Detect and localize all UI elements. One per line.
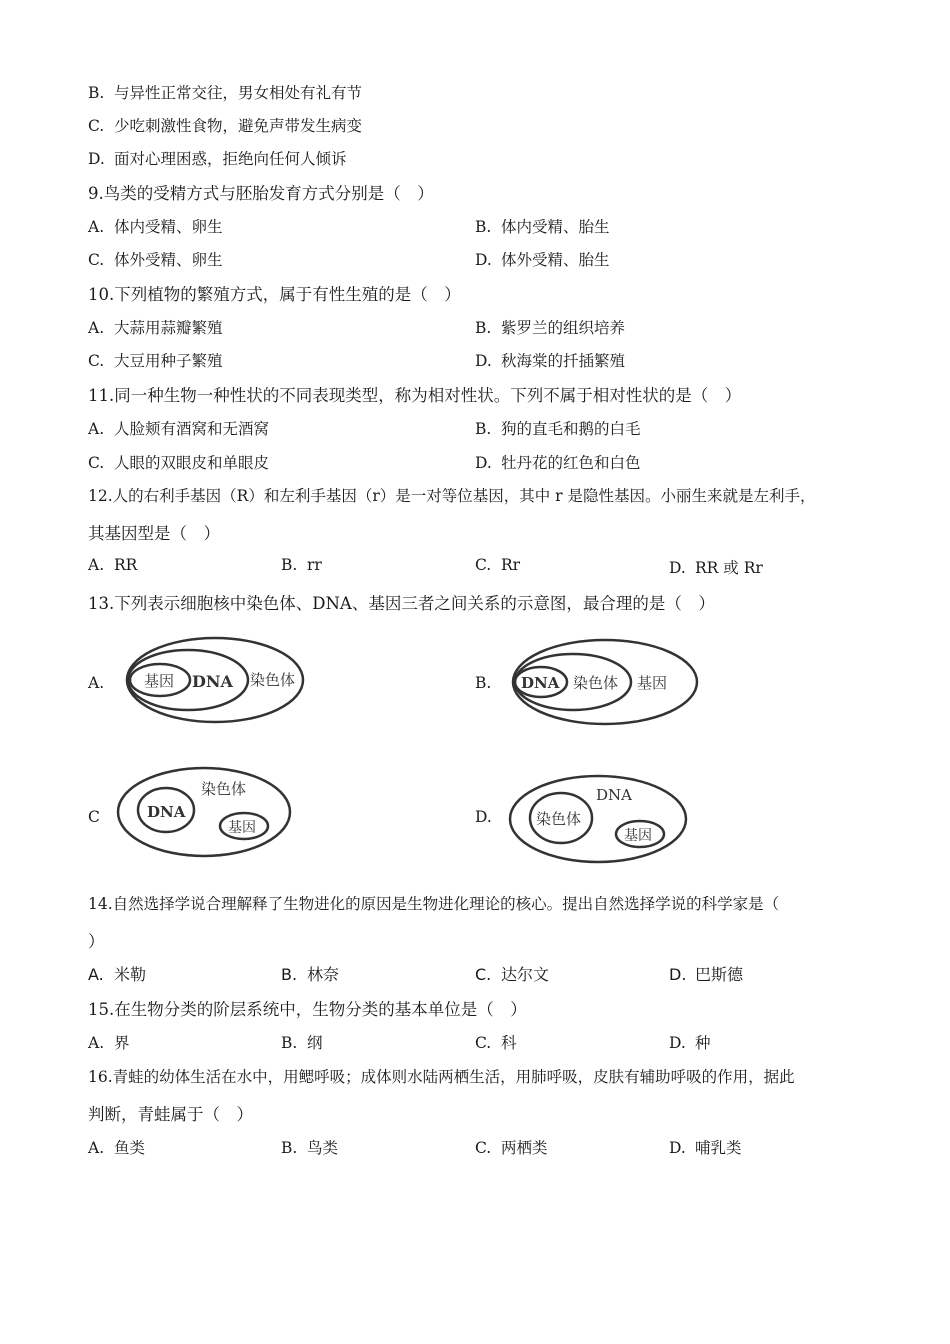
q13-option-b-diagram bbox=[505, 632, 715, 734]
gene-label: 基因 bbox=[637, 674, 668, 692]
q16-stem-line2: 判断，青蛙属于（ ） bbox=[88, 1105, 253, 1124]
q12-stem-line2: 其基因型是（ ） bbox=[88, 524, 220, 543]
q13-option-d-letter: D. bbox=[475, 808, 492, 826]
q9-stem: 9.鸟类的受精方式与胚胎发育方式分别是（ ） bbox=[88, 184, 434, 203]
q9-option-b: B. 体内受精、胎生 bbox=[475, 218, 610, 236]
q12-option-a: A. RR bbox=[88, 556, 138, 574]
q11-option-c: C. 人眼的双眼皮和单眼皮 bbox=[88, 454, 270, 472]
dna-label: DNA bbox=[596, 786, 632, 804]
q13-option-a-diagram bbox=[120, 630, 330, 735]
q11-option-b: B. 狗的直毛和鹅的白毛 bbox=[475, 420, 641, 438]
q12-option-c: C. Rr bbox=[475, 556, 521, 574]
q16-option-d: D. 哺乳类 bbox=[669, 1139, 742, 1157]
q14-stem-line2: ） bbox=[88, 932, 105, 951]
q10-option-d: D. 秋海棠的扦插繁殖 bbox=[475, 352, 626, 370]
q16-option-a: A. 鱼类 bbox=[88, 1139, 146, 1157]
chromosome-label: 染色体 bbox=[536, 810, 582, 828]
dna-label: DNA bbox=[521, 674, 560, 692]
q15-option-b: B. 纲 bbox=[281, 1034, 323, 1052]
q8-option-c: C. 少吃刺激性食物，避免声带发生病变 bbox=[88, 117, 363, 135]
q13-option-b-letter: B. bbox=[475, 674, 492, 692]
q16-option-c: C. 两栖类 bbox=[475, 1139, 548, 1157]
chromosome-label: 染色体 bbox=[250, 671, 296, 689]
q13-stem: 13.下列表示细胞核中染色体、DNA、基因三者之间关系的示意图，最合理的是（ ） bbox=[88, 594, 715, 613]
q16-stem-line1: 16.青蛙的幼体生活在水中，用鳃呼吸；成体则水陆两栖生活，用肺呼吸，皮肤有辅助呼吸的作用，据此 bbox=[88, 1068, 795, 1086]
q8-option-d: D. 面对心理困惑，拒绝向任何人倾诉 bbox=[88, 150, 347, 168]
q13-option-c-letter: C bbox=[88, 808, 100, 826]
q14-option-b: B. 林奈 bbox=[281, 965, 340, 984]
chromosome-label: 染色体 bbox=[201, 780, 247, 798]
q12-option-d: D. RR 或 Rr bbox=[669, 559, 763, 577]
q11-stem: 11.同一种生物一种性状的不同表现类型，称为相对性状。下列不属于相对性状的是（ ） bbox=[88, 386, 742, 405]
gene-label: 基因 bbox=[144, 672, 175, 690]
q11-option-d: D. 牡丹花的红色和白色 bbox=[475, 454, 641, 472]
q10-option-b: B. 紫罗兰的组织培养 bbox=[475, 319, 626, 337]
q14-option-d: D. 巴斯德 bbox=[669, 965, 744, 984]
q15-option-c: C. 科 bbox=[475, 1034, 517, 1052]
q8-option-b: B. 与异性正常交往，男女相处有礼有节 bbox=[88, 84, 363, 102]
q14-option-c: C. 达尔文 bbox=[475, 965, 550, 984]
q12-stem-line1: 12.人的右利手基因（R）和左利手基因（r）是一对等位基因，其中 r 是隐性基因。小丽生来就是左利手， bbox=[88, 487, 816, 505]
q15-stem: 15.在生物分类的阶层系统中，生物分类的基本单位是（ ） bbox=[88, 1000, 527, 1019]
gene-label: 基因 bbox=[624, 828, 652, 844]
q10-option-c: C. 大豆用种子繁殖 bbox=[88, 352, 223, 370]
q9-option-d: D. 体外受精、胎生 bbox=[475, 251, 610, 269]
q10-stem: 10.下列植物的繁殖方式，属于有性生殖的是（ ） bbox=[88, 285, 461, 304]
q11-option-a: A. 人脸颊有酒窝和无酒窝 bbox=[88, 420, 270, 438]
q15-option-a: A. 界 bbox=[88, 1034, 130, 1052]
q14-option-a: A. 米勒 bbox=[88, 965, 147, 984]
q13-option-a-letter: A. bbox=[88, 674, 105, 692]
q15-option-d: D. 种 bbox=[669, 1034, 711, 1052]
q13-option-c-diagram bbox=[113, 762, 298, 862]
dna-label: DNA bbox=[192, 672, 233, 691]
gene-label: 基因 bbox=[228, 820, 256, 836]
dna-label: DNA bbox=[147, 803, 186, 821]
q16-option-b: B. 鸟类 bbox=[281, 1139, 339, 1157]
chromosome-label: 染色体 bbox=[573, 674, 619, 692]
q14-stem-line1: 14.自然选择学说合理解释了生物进化的原因是生物进化理论的核心。提出自然选择学说的科学家是（ bbox=[88, 895, 780, 913]
q9-option-a: A. 体内受精、卵生 bbox=[88, 218, 223, 236]
q9-option-c: C. 体外受精、卵生 bbox=[88, 251, 223, 269]
q13-option-d-diagram bbox=[506, 772, 692, 866]
q10-option-a: A. 大蒜用蒜瓣繁殖 bbox=[88, 319, 223, 337]
q12-option-b: B. rr bbox=[281, 556, 322, 574]
